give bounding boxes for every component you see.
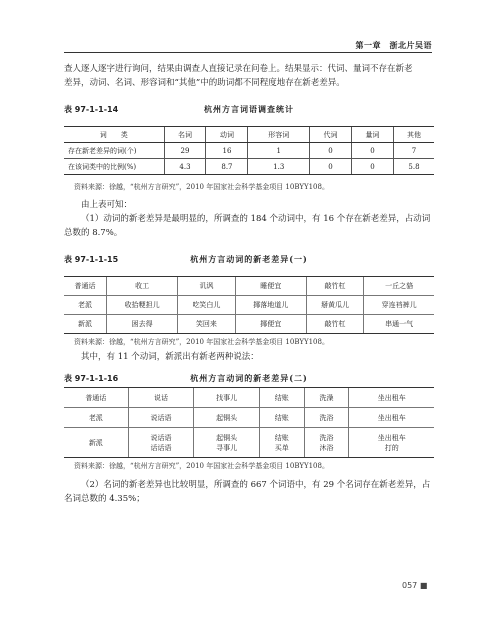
noun-finding-line-2: 名词总数的 4.35%； [64,494,145,504]
table-row [64,277,434,296]
table-cell: 在该词类中的比例(%) [64,159,164,175]
table-cell: 揶落地道儿 [235,296,306,315]
table-cell: 说话 [128,388,194,408]
table1-number: 表 97-1-1-14 [64,105,119,114]
table-cell: 洗澡 [304,388,349,408]
table-header-cell: 其他 [393,127,434,143]
page-number: 057 ■ [402,581,428,590]
table-row [64,159,434,175]
noun-finding [64,478,434,506]
table-header-cell: 动词 [206,127,248,143]
table-cell: 结账 买单 [259,428,304,458]
table-cell: 普通话 [64,277,107,296]
table2-source: 资料来源：徐越，“杭州方言研究”，2010 年国家社会科学基金项目 10BYY108。 [74,338,329,346]
table1-header-row [64,127,434,143]
intro-paragraph [64,62,434,90]
table-cell: 4.3 [164,159,206,175]
table-cell: 穿连裆裤儿 [364,296,434,315]
verbs-note-text: 其中，有 11 个动词，新派出有新老两种说法： [81,352,259,362]
table-header-cell: 词 类 [64,127,164,143]
table-cell: 收工 [107,277,178,296]
table-cell: 老派 [64,296,107,315]
table-cell: 0 [351,143,393,159]
table-cell: 结账 [259,408,304,428]
table-cell: 结账 [259,388,304,408]
table-cell: 普通话 [64,388,128,408]
table-cell: 0 [309,159,351,175]
table-cell: 1 [248,143,310,159]
table-cell: 坐出租车 [349,408,434,428]
table1-source: 资料来源：徐越，“杭州方言研究”，2010 年国家社会科学基金项目 10BYY108。 [74,183,329,191]
table-cell: 串通一气 [364,315,434,334]
table-cell: 洗浴 [304,408,349,428]
table-cell: 讥讽 [178,277,235,296]
table-cell: 起铜头 寻事儿 [194,428,260,458]
table-row [64,315,434,334]
table2-title: 杭州方言动词的新老差异(一) [190,254,308,264]
verb-finding-line-2: 总数的 8.7%。 [64,228,123,238]
table2 [64,276,434,334]
table-cell: 0 [351,159,393,175]
table-cell: 吃笑白儿 [178,296,235,315]
table-cell: 敲竹杠 [306,277,363,296]
table-cell: 收拾粳担儿 [107,296,178,315]
table-cell: 一丘之貉 [364,277,434,296]
table2-caption [64,254,434,265]
table-cell: 说话语 话话语 [128,428,194,458]
table1 [64,126,434,175]
table3-caption [64,373,434,384]
intro-line-1: 查人逐人逐字进行询问，结果由调查人直接记录在问卷上。结果显示：代词、量词不存在新老 [64,64,413,74]
table-cell: 存在新老差异的词(个) [64,143,164,159]
table-cell: 找事儿 [194,388,260,408]
verbs-note [64,350,434,364]
verb-finding-line-1: （1）动词的新老差异是最明显的，所调查的 184 个动词中，有 16 个存在新老差异，占动词 [81,214,431,224]
table-row [64,143,434,159]
table-cell: 起铜头 [194,408,260,428]
table-cell: 7 [393,143,434,159]
intro-line-2: 差异，动词、名词、形容词和“其他”中的助词都不同程度地存在新老差异。 [64,78,345,88]
table-cell: 16 [206,143,248,159]
table-header-cell: 形容词 [248,127,310,143]
table-header-cell: 量词 [351,127,393,143]
table3 [64,387,434,458]
table-cell: 1.3 [248,159,310,175]
table-cell: 新派 [64,428,128,458]
table-cell: 5.8 [393,159,434,175]
table-cell: 困去得 [107,315,178,334]
table-row [64,428,434,458]
table-cell: 掰黄瓜儿 [306,296,363,315]
table2-number: 表 97-1-1-15 [64,255,119,264]
analysis-lead: 由上表可知： [81,200,133,210]
table-row [64,408,434,428]
table3-title: 杭州方言动词的新老差异(二) [190,373,308,383]
table-cell: 老派 [64,408,128,428]
noun-finding-line-1: （2）名词的新老差异也比较明显，所调查的 667 个词语中，有 29 个名词存在新老差异，占 [81,480,431,490]
table1-title: 杭州方言词语调查统计 [204,104,294,114]
table-row [64,388,434,408]
running-header: 第一章 浙北片吴语 [355,41,432,50]
table-cell: 敲竹杠 [306,315,363,334]
table-cell: 洗浴 沐浴 [304,428,349,458]
table-cell: 揶便宜 [235,315,306,334]
table-cell: 坐出租车 打的 [349,428,434,458]
header-rule [64,52,432,53]
table-row [64,296,434,315]
table-cell: 睡便宜 [235,277,306,296]
table-cell: 0 [309,143,351,159]
table-header-cell: 代词 [309,127,351,143]
table-cell: 8.7 [206,159,248,175]
table-cell: 新派 [64,315,107,334]
table3-source: 资料来源：徐越，“杭州方言研究”，2010 年国家社会科学基金项目 10BYY108。 [74,462,329,470]
table-cell: 笑回来 [178,315,235,334]
table-header-cell: 名词 [164,127,206,143]
table-cell: 坐出租车 [349,388,434,408]
table3-number: 表 97-1-1-16 [64,374,119,383]
table1-caption [64,104,434,115]
table-cell: 29 [164,143,206,159]
analysis-paragraph [64,198,434,240]
table-cell: 说话语 [128,408,194,428]
